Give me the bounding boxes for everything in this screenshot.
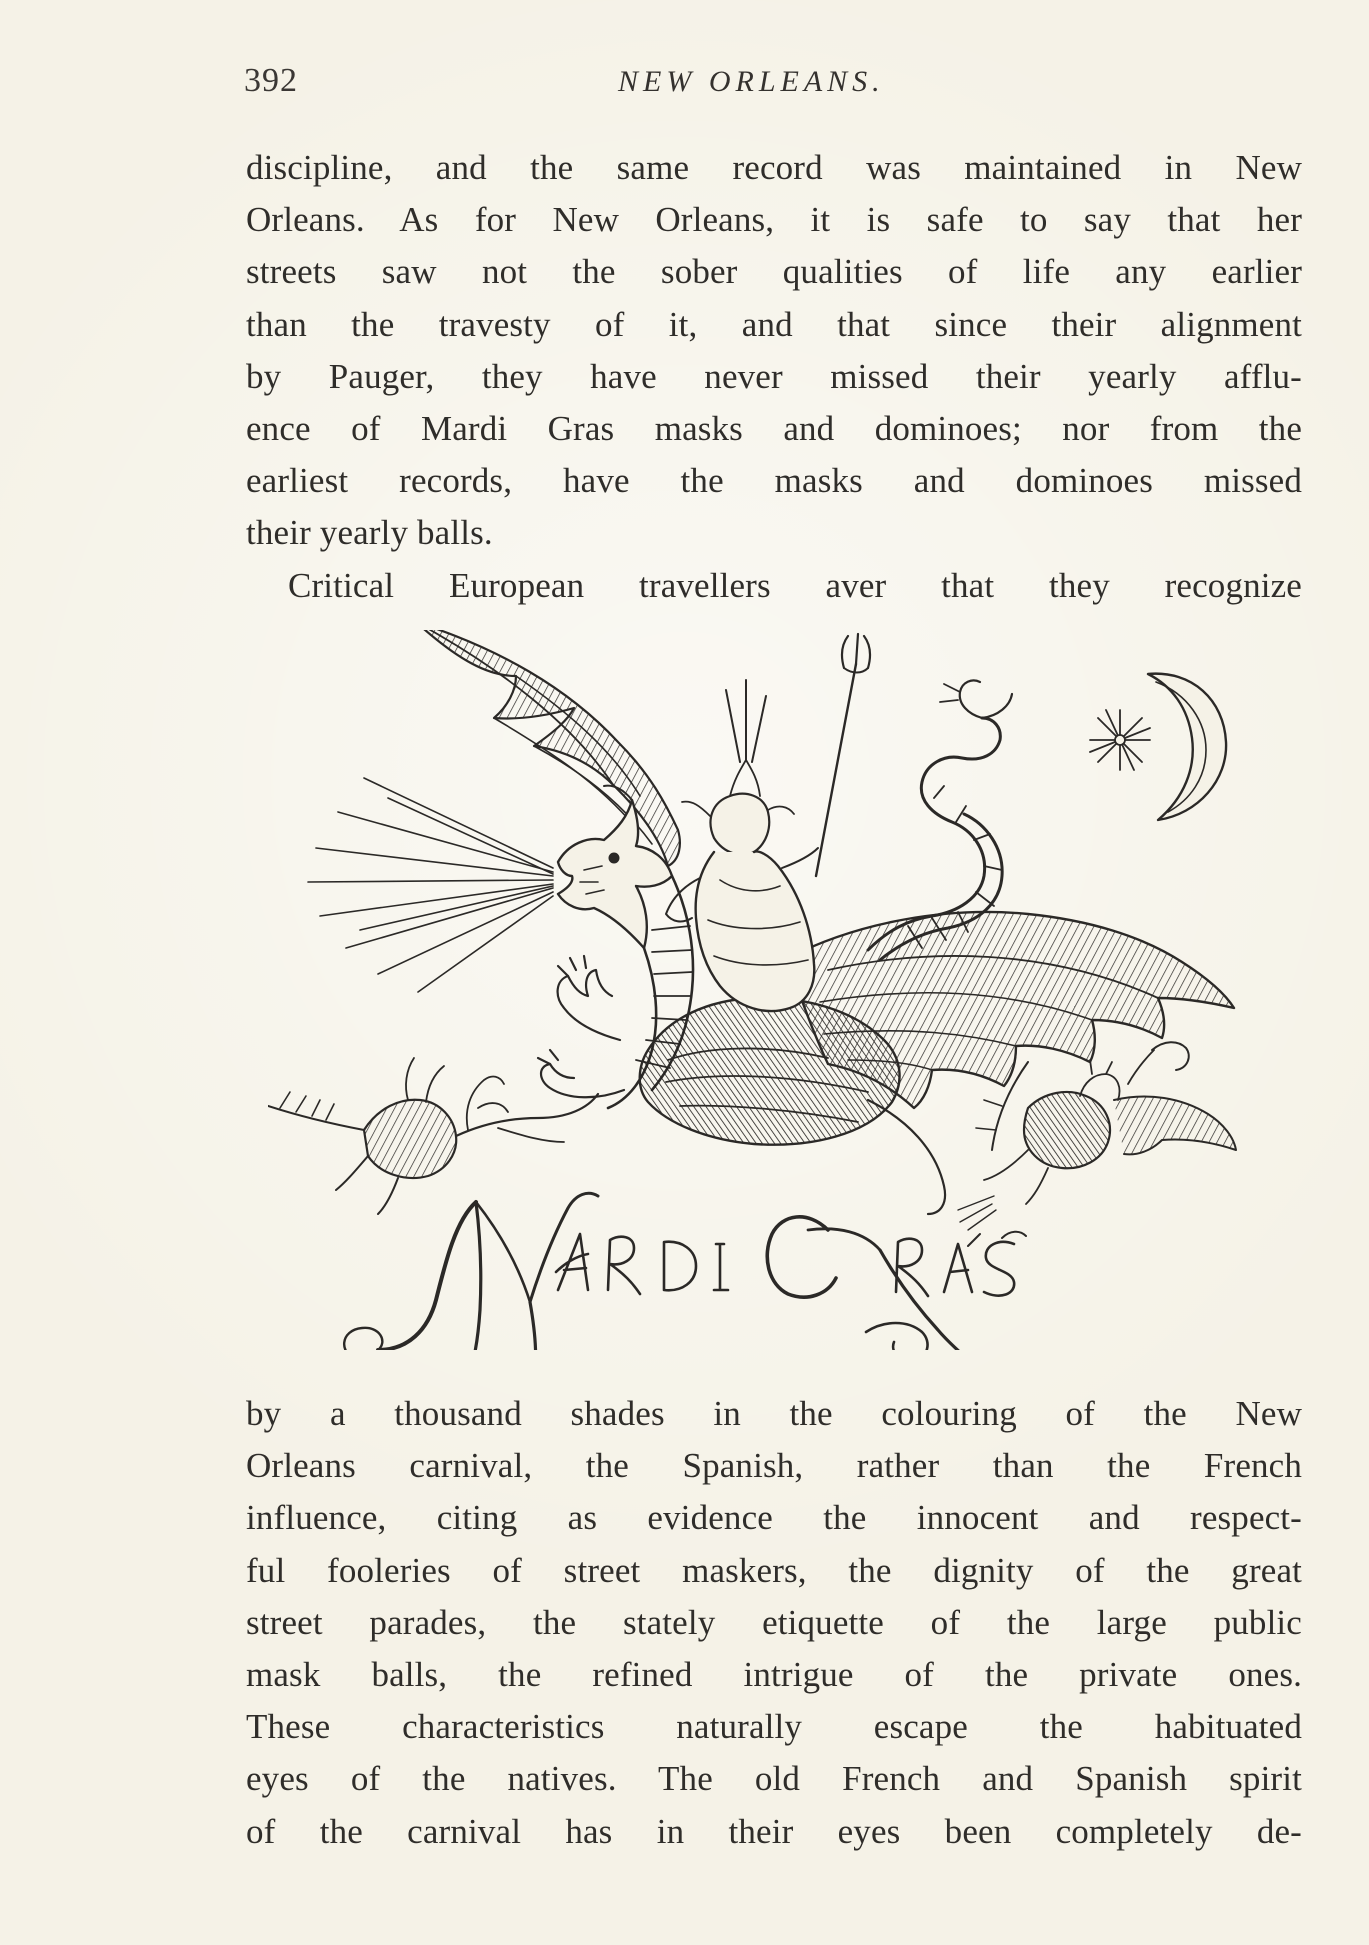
text-line: by Pauger, they have never missed their yearly afflu- xyxy=(246,356,1302,396)
text-line: than the travesty of it, and that since their alignment xyxy=(246,304,1302,344)
running-title: NEW ORLEANS. xyxy=(618,65,885,98)
text-line: earliest records, have the masks and dominoes missed xyxy=(246,461,1302,501)
text-line: Orleans. As for New Orleans, it is safe to say that her xyxy=(246,200,1302,240)
mardi-gras-title xyxy=(344,1193,1026,1350)
text-line: discipline, and the same record was maintained in New xyxy=(246,148,1302,187)
mardi-gras-illustration xyxy=(268,630,1288,1350)
text-line: ful fooleries of street maskers, the dignity of the great xyxy=(246,1550,1302,1590)
text-line: streets saw not the sober qualities of life any earlier xyxy=(246,252,1302,292)
fire-breath xyxy=(308,778,553,992)
text-line: These characteristics naturally escape the habituated xyxy=(246,1707,1302,1747)
text-line: influence, citing as evidence the innocent and respect- xyxy=(246,1498,1302,1538)
page-number: 392 xyxy=(244,62,298,99)
small-left-dragon xyxy=(268,1058,598,1214)
top-paragraph-block xyxy=(246,142,1302,612)
text-line: Critical European travellers aver that they recognize xyxy=(288,565,1302,605)
text-line: their yearly balls. xyxy=(246,513,493,553)
text-line: by a thousand shades in the colouring of the New xyxy=(246,1394,1302,1433)
text-line: of the carnival has in their eyes been completely de- xyxy=(246,1811,1302,1851)
star-and-moon xyxy=(1090,674,1226,820)
text-line: Orleans carnival, the Spanish, rather than the French xyxy=(246,1446,1302,1486)
dragon-claws xyxy=(538,956,624,1097)
text-line: eyes of the natives. The old French and Spanish spirit xyxy=(246,1759,1302,1799)
text-line: ence of Mardi Gras masks and dominoes; nor from the xyxy=(246,409,1302,449)
text-line: mask balls, the refined intrigue of the private ones. xyxy=(246,1655,1302,1695)
upper-wing xyxy=(416,630,680,866)
dragon-rider-engraving xyxy=(268,630,1288,1350)
bottom-paragraph-block xyxy=(246,1388,1302,1858)
text-line: street parades, the stately etiquette of the large public xyxy=(246,1602,1302,1642)
running-head xyxy=(244,62,1304,108)
